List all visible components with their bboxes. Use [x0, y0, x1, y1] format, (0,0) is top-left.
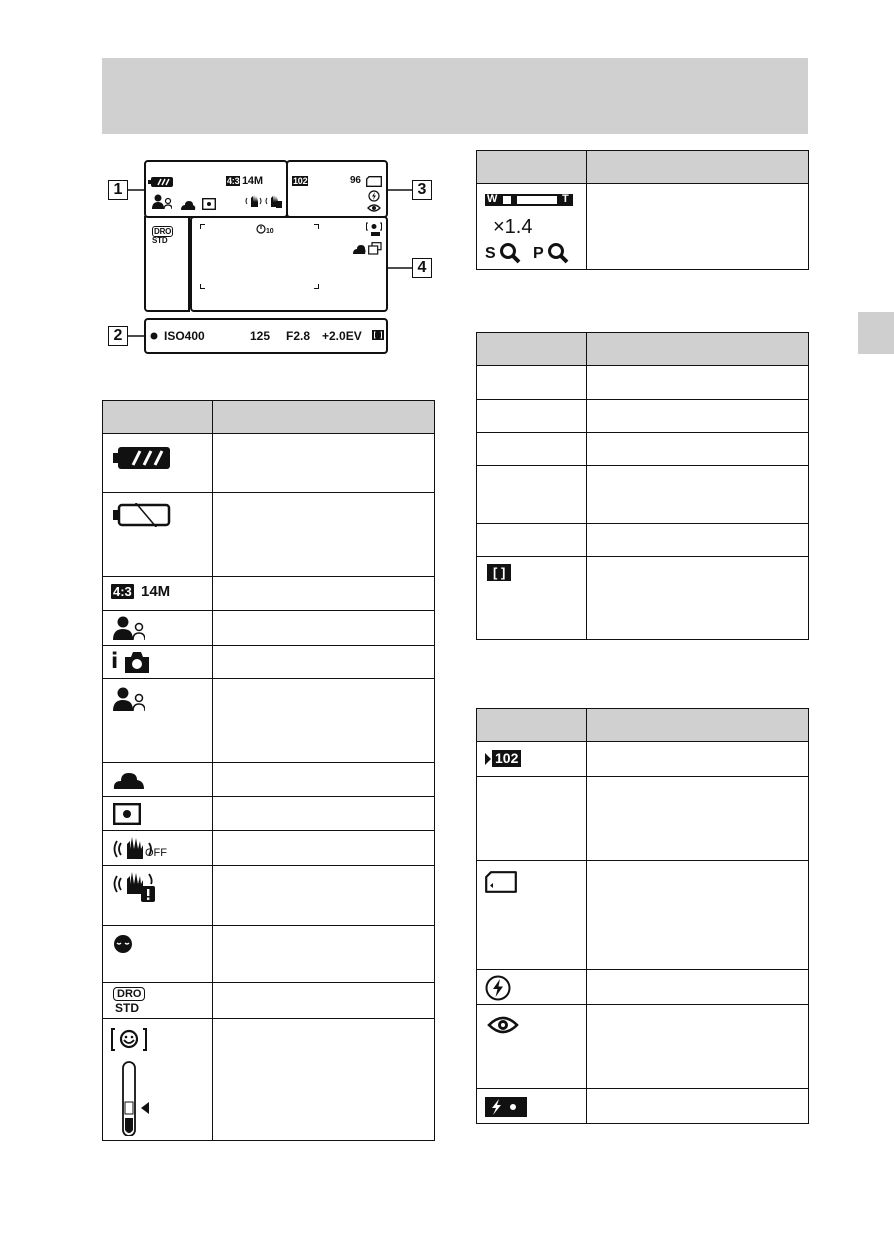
flash-off-icon	[368, 190, 380, 202]
af-frame-corner	[200, 284, 205, 289]
status-shutter-speed: 125	[250, 329, 271, 343]
recording-folder-arrow-icon	[485, 753, 491, 765]
table-row	[103, 797, 435, 831]
table-row-desc	[213, 646, 435, 679]
table-row	[477, 433, 809, 466]
memory-card-icon	[366, 176, 382, 187]
table-row-desc	[587, 184, 809, 270]
zoom-scale-optical-segment	[517, 196, 557, 204]
camera-shake-warning-icon	[113, 870, 159, 902]
table-row-label	[477, 524, 587, 557]
zoom-t-label: T	[562, 193, 569, 205]
table-row	[103, 831, 435, 866]
table-row-desc	[213, 983, 435, 1019]
table-header-cell	[477, 333, 587, 366]
image-size-ratio: 4:3	[227, 176, 240, 186]
icon-table-3	[476, 332, 809, 640]
table-header-cell	[587, 709, 809, 742]
af-frame-corner	[314, 224, 319, 229]
steady-shot-off-text: OFF	[145, 847, 167, 859]
table-row-desc	[587, 970, 809, 1005]
battery-full-icon	[113, 446, 171, 470]
precision-zoom-icon	[547, 242, 569, 264]
image-size-ratio: 4:3	[113, 584, 132, 599]
table-row-label	[477, 366, 587, 400]
battery-full-icon	[148, 176, 174, 188]
table-row-desc	[587, 1005, 809, 1089]
lcd-screen-diagram	[100, 158, 436, 358]
table-row	[103, 679, 435, 763]
af-frame-icon: [ ]	[487, 564, 511, 581]
table-row	[477, 366, 809, 400]
callout-4: 4	[412, 258, 432, 278]
af-frame-corner	[314, 284, 319, 289]
table-row-desc	[587, 557, 809, 640]
face-detection-off-icon	[366, 222, 382, 236]
callout-3-leader	[388, 188, 412, 192]
self-timer-value: 10	[266, 228, 274, 235]
table-row	[103, 434, 435, 493]
table-row	[103, 577, 435, 611]
status-aperture: F2.8	[286, 329, 311, 343]
dro-icon-bottom: STD	[152, 236, 168, 245]
table-row-desc	[213, 926, 435, 983]
dro-icon-top: DRO	[113, 987, 145, 1001]
status-exposure-value: +2.0EV	[322, 329, 362, 343]
table-header-cell	[587, 151, 809, 184]
zoom-w-label: W	[487, 193, 498, 205]
status-iso: ISO400	[164, 329, 205, 343]
table-row	[477, 400, 809, 433]
table-row	[103, 646, 435, 679]
table-row-label	[477, 466, 587, 524]
table-row	[103, 763, 435, 797]
zoom-p-label: P	[533, 245, 544, 262]
callout-2: 2	[108, 326, 128, 346]
callout-4-leader	[388, 266, 412, 270]
table-row-desc	[587, 400, 809, 433]
spot-metering-icon	[202, 198, 216, 210]
soft-snap-icon	[352, 244, 366, 254]
table-row	[477, 466, 809, 524]
memory-card-icon	[485, 871, 517, 893]
table-row-desc	[213, 831, 435, 866]
table-row-desc	[587, 366, 809, 400]
table-row-desc	[213, 493, 435, 577]
callout-1-leader	[128, 188, 146, 192]
table-row	[477, 524, 809, 557]
icon-table-2	[476, 150, 809, 270]
intelligent-auto-icon	[125, 651, 149, 673]
chapter-side-tab	[858, 312, 894, 354]
table-row	[477, 777, 809, 861]
burst-icon	[368, 242, 382, 255]
icon-table-1	[102, 400, 435, 1141]
self-timer-icon	[256, 224, 266, 234]
table-row	[477, 184, 809, 270]
table-row	[477, 1089, 809, 1124]
intelligent-auto-letter: i	[111, 649, 119, 673]
folder-number: 102	[293, 176, 308, 186]
battery-empty-icon	[113, 503, 171, 527]
table-row	[103, 611, 435, 646]
callout-1: 1	[108, 180, 128, 200]
table-row-desc	[587, 1089, 809, 1124]
lcd-zone-4	[190, 216, 388, 312]
table-header-cell	[103, 401, 213, 434]
table-row-label	[477, 433, 587, 466]
red-eye-icon	[367, 203, 381, 213]
smart-zoom-icon	[499, 242, 521, 264]
table-row-desc	[587, 861, 809, 970]
table-row-desc	[213, 434, 435, 493]
table-row-desc	[587, 433, 809, 466]
zoom-s-label: S	[485, 245, 496, 262]
af-frame-icon	[372, 330, 384, 340]
red-eye-reduction-icon	[487, 1015, 519, 1035]
table-header-row	[477, 151, 809, 184]
table-row-desc	[587, 466, 809, 524]
image-size-text: 14M	[242, 175, 263, 187]
recording-folder-icon: 102	[492, 750, 521, 767]
steady-shot-icon	[244, 194, 262, 208]
table-row	[477, 742, 809, 777]
table-header-cell	[213, 401, 435, 434]
camera-shake-warning-icon	[264, 194, 284, 208]
scene-portrait-icon	[113, 616, 145, 640]
table-row	[477, 1005, 809, 1089]
icon-table-4	[476, 708, 809, 1124]
table-row	[103, 1019, 435, 1141]
table-row	[477, 861, 809, 970]
table-row	[103, 493, 435, 577]
table-row-desc	[213, 679, 435, 763]
zoom-ratio: ×1.4	[493, 216, 533, 238]
table-row	[103, 926, 435, 983]
flash-charging-icon	[485, 1097, 527, 1117]
table-row-desc	[213, 866, 435, 926]
callout-3: 3	[412, 180, 432, 200]
table-row-desc	[587, 524, 809, 557]
table-header-row	[477, 709, 809, 742]
remaining-images: 96	[350, 175, 361, 186]
table-row-desc	[213, 577, 435, 611]
record-dot-icon	[150, 332, 158, 340]
table-row-desc	[213, 611, 435, 646]
soft-snap-icon	[180, 200, 196, 210]
zoom-scale-bar	[485, 194, 573, 206]
closed-eyes-icon	[113, 934, 133, 954]
image-size-text: 14M	[141, 583, 171, 600]
table-header-row	[477, 333, 809, 366]
table-row-desc	[587, 742, 809, 777]
dro-icon-top: DRO	[154, 227, 172, 236]
soft-snap-icon	[113, 771, 145, 789]
table-row	[103, 866, 435, 926]
table-row-desc	[213, 1019, 435, 1141]
table-row-label	[477, 400, 587, 433]
dro-icon-bottom: STD	[115, 1001, 139, 1015]
smile-detection-sensitivity-icon	[111, 1028, 151, 1136]
spot-metering-icon	[113, 803, 141, 825]
table-row	[103, 983, 435, 1019]
table-row	[477, 970, 809, 1005]
zoom-scale-digital-segment	[503, 196, 511, 204]
af-frame-corner	[200, 224, 205, 229]
table-row-desc	[213, 763, 435, 797]
table-row	[477, 557, 809, 640]
table-row-label	[477, 777, 587, 861]
section-header-band	[102, 58, 808, 134]
table-header-cell	[477, 709, 587, 742]
scene-recognition-icon	[113, 687, 145, 711]
table-header-row	[103, 401, 435, 434]
table-row-desc	[587, 777, 809, 861]
flash-off-icon	[485, 975, 511, 1001]
table-row-desc	[213, 797, 435, 831]
table-header-cell	[477, 151, 587, 184]
table-header-cell	[587, 333, 809, 366]
smile-detection-icon	[152, 194, 172, 210]
callout-2-leader	[128, 334, 146, 338]
